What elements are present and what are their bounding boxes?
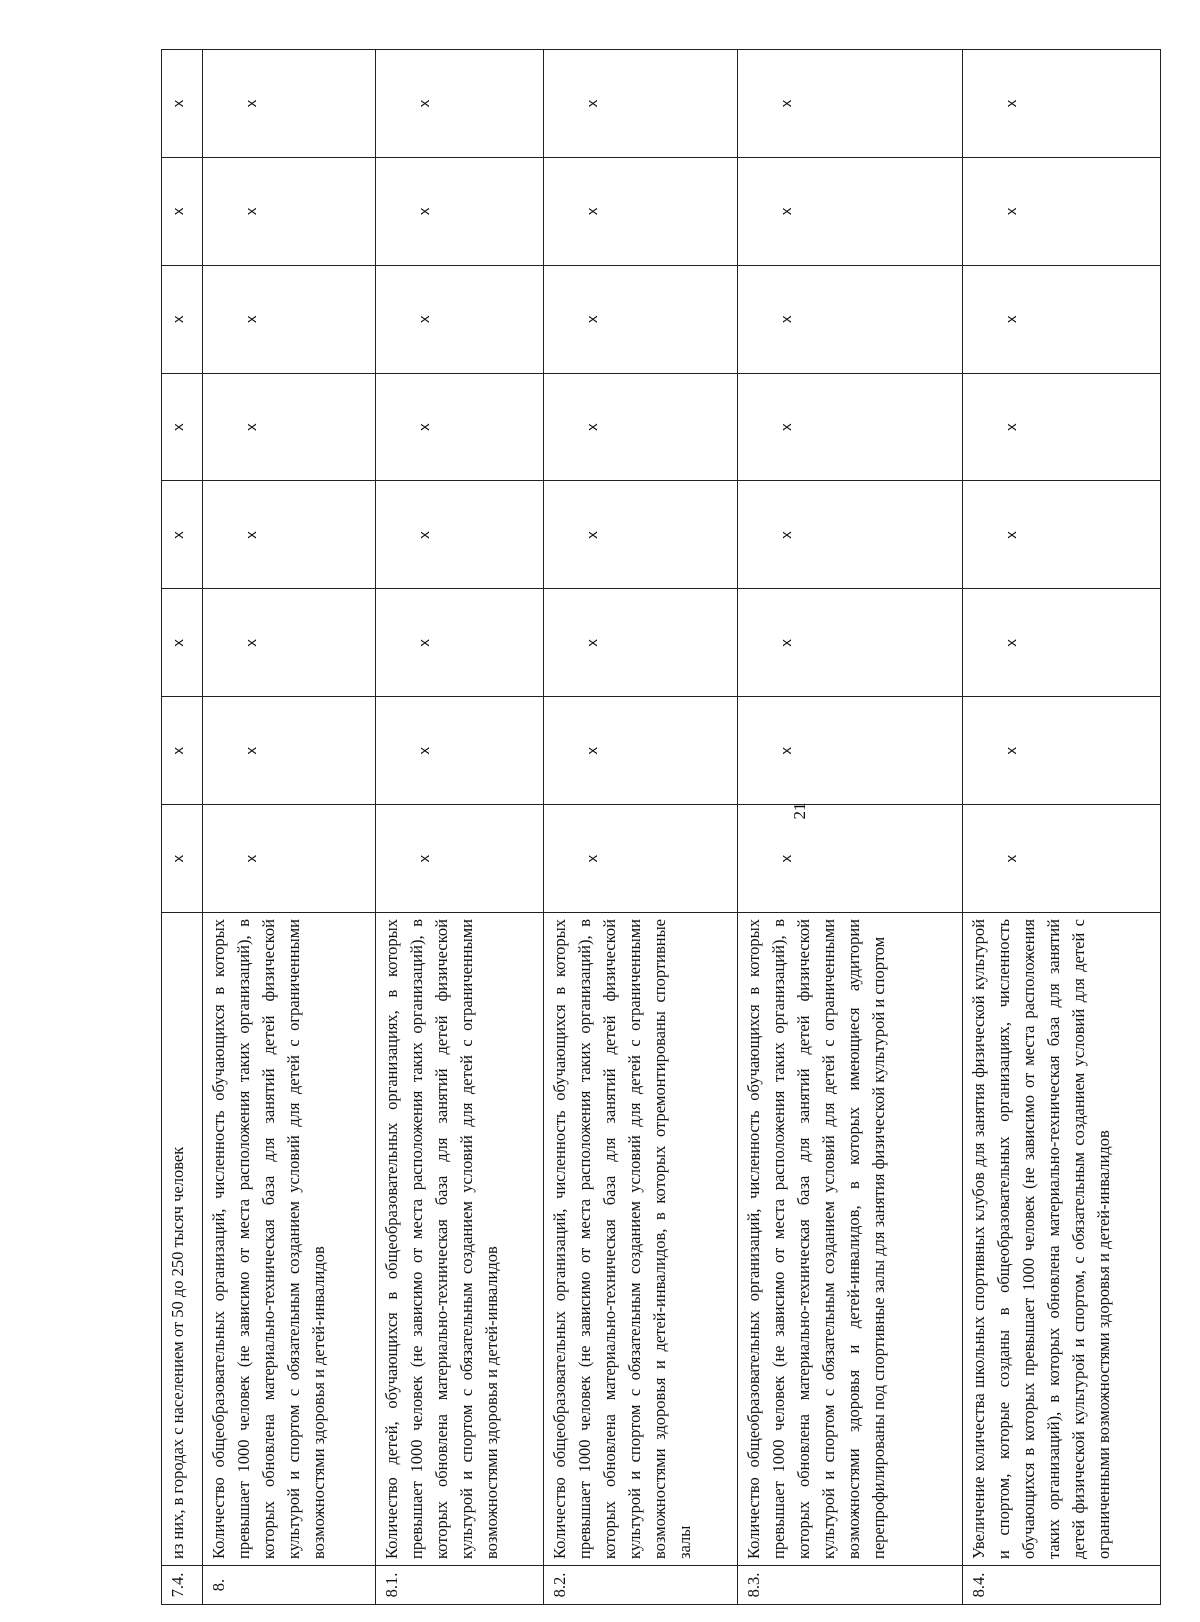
value-cell: x: [162, 50, 203, 158]
value-cell: x: [202, 265, 375, 373]
page-number: 21: [790, 802, 809, 820]
value-cell: x: [963, 481, 1161, 589]
indicator-text: Количество общеобразовательных организаций, численность обучающихся в которых превышает 1000 человек (не зависимо от места расположения таких организаций), в которых обновлена материально-техническая база для занятий детей физической культурой и спортом с обязательным созданием условий для детей с ограниченными возможностями здоровья и детей-инвалидов, в которых имеющиеся аудитории перепрофилированы под спортивные залы для занятия физической культурой и спортом: [738, 913, 963, 1566]
value-cell: x: [162, 589, 203, 697]
rotated-table: [161, 49, 1161, 1605]
value-cell: x: [544, 373, 738, 481]
value-cell: x: [202, 157, 375, 265]
value-cell: x: [544, 50, 738, 158]
table-body: [162, 50, 1161, 1605]
value-cell: x: [963, 265, 1161, 373]
table-row: [162, 50, 203, 1605]
indicators-table: [161, 49, 1161, 1605]
value-cell: x: [202, 373, 375, 481]
row-number: 8.3.: [738, 1566, 963, 1605]
value-cell: x: [738, 157, 963, 265]
row-number: 8.4.: [963, 1566, 1161, 1605]
value-cell: x: [738, 805, 963, 913]
indicator-text: Количество общеобразовательных организаций, численность обучающихся в которых превышает 1000 человек (не зависимо от места расположения таких организаций), в которых обновлена материально-техническая база для занятий детей физической культурой и спортом с обязательным созданием условий для детей с ограниченными возможностями здоровья и детей-инвалидов: [202, 913, 375, 1566]
indicator-text: Количество общеобразовательных организаций, численность обучающихся в которых превышает 1000 человек (не зависимо от места расположения таких организаций), в которых обновлена материально-техническая база для занятий детей физической культурой и спортом с обязательным созданием условий для детей с ограниченными возможностями здоровья и детей-инвалидов, в которых отремонтированы спортивные залы: [544, 913, 738, 1566]
value-cell: x: [202, 481, 375, 589]
value-cell: x: [738, 589, 963, 697]
table-row: [375, 50, 543, 1605]
value-cell: x: [963, 50, 1161, 158]
value-cell: x: [202, 805, 375, 913]
value-cell: x: [544, 157, 738, 265]
row-number: 8.: [202, 1566, 375, 1605]
value-cell: x: [544, 265, 738, 373]
value-cell: x: [162, 373, 203, 481]
value-cell: x: [375, 481, 543, 589]
value-cell: x: [963, 589, 1161, 697]
table-container: [161, 49, 1161, 1605]
value-cell: x: [963, 373, 1161, 481]
indicator-text: из них, в городах с населением от 50 до 250 тысяч человек: [162, 913, 203, 1566]
indicator-text: Количество детей, обучающихся в общеобразовательных организациях, в которых превышает 1000 человек (не зависимо от места расположения таких организаций), в которых обновлена материально-техническая база для занятий детей физической культурой и спортом с обязательным созданием условий для детей с ограниченными возможностями здоровья и детей-инвалидов: [375, 913, 543, 1566]
value-cell: x: [963, 805, 1161, 913]
value-cell: x: [375, 805, 543, 913]
value-cell: x: [738, 481, 963, 589]
value-cell: x: [544, 697, 738, 805]
indicator-text: Увеличение количества школьных спортивных клубов для занятия физической культурой и спортом, которые созданы в общеобразовательных организациях, численность обучающихся в которых превышает 1000 человек (не зависимо от места расположения таких организаций), в которых обновлена материально-техническая база для занятий детей физической культурой и спортом, с обязательным созданием условий для детей с ограниченными возможностями здоровья и детей-инвалидов: [963, 913, 1161, 1566]
value-cell: x: [963, 157, 1161, 265]
value-cell: x: [544, 481, 738, 589]
value-cell: x: [544, 805, 738, 913]
value-cell: x: [738, 697, 963, 805]
row-number: 8.1.: [375, 1566, 543, 1605]
row-number: 7.4.: [162, 1566, 203, 1605]
value-cell: x: [162, 157, 203, 265]
table-row: [738, 50, 963, 1605]
value-cell: x: [375, 697, 543, 805]
value-cell: x: [202, 50, 375, 158]
value-cell: x: [162, 265, 203, 373]
value-cell: x: [738, 265, 963, 373]
value-cell: x: [162, 697, 203, 805]
value-cell: x: [202, 697, 375, 805]
value-cell: x: [544, 589, 738, 697]
value-cell: x: [375, 157, 543, 265]
value-cell: x: [162, 805, 203, 913]
value-cell: x: [375, 50, 543, 158]
row-number: 8.2.: [544, 1566, 738, 1605]
table-row: [963, 50, 1161, 1605]
value-cell: x: [375, 373, 543, 481]
value-cell: x: [963, 697, 1161, 805]
value-cell: x: [738, 373, 963, 481]
value-cell: x: [375, 589, 543, 697]
value-cell: x: [202, 589, 375, 697]
value-cell: x: [738, 50, 963, 158]
table-row: [202, 50, 375, 1605]
value-cell: x: [162, 481, 203, 589]
value-cell: x: [375, 265, 543, 373]
table-row: [544, 50, 738, 1605]
